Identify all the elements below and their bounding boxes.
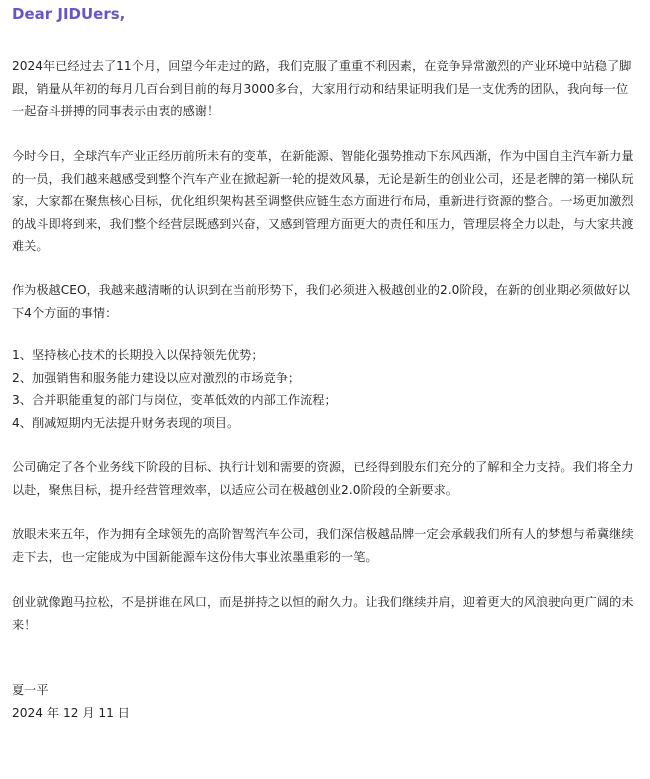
paragraph-ceo: 作为极越CEO，我越来越清晰的认识到在当前形势下，我们必须进入极越创业的2.0阶段，在新的创业期必须做好以下4个方面的事情：: [12, 283, 630, 320]
paragraph-marathon: 创业就像跑马拉松，不是拼谁在风口，而是拼持之以恒的耐久力。让我们继续并肩，迎着更大的风浪驶向更广阔的未来！: [12, 595, 634, 632]
list-item: 4、削减短期内无法提升财务表现的项目。: [12, 415, 240, 430]
paragraph-future: 放眼未来五年，作为拥有全球领先的高阶智驾汽车公司，我们深信极越品牌一定会承载我们所有人的梦想与希冀继续走下去，也一定能成为中国新能源车这份伟大事业浓墨重彩的一笔。: [12, 527, 634, 564]
signature-name: 夏一平: [12, 683, 49, 697]
letter-greeting: Dear JIDUers,: [12, 5, 126, 23]
list-item: 1、坚持核心技术的长期投入以保持领先优势；: [12, 348, 264, 362]
paragraph-goals: 公司确定了各个业务线下阶段的目标、执行计划和需要的资源，已经得到股东们充分的了解和全力支持。我们将全力以赴，聚焦目标，提升经营管理效率，以适应公司在极越创业2.0阶段的全新要求。: [12, 460, 634, 497]
list-item: 3、合并职能重复的部门与岗位，变革低效的内部工作流程；: [12, 393, 337, 407]
list-item: 2、加强销售和服务能力建设以应对激烈的市场竞争；: [12, 370, 301, 385]
paragraph-industry: 今时今日，全球汽车产业正经历前所未有的变革，在新能源、智能化强势推动下东风西渐，作为中国自主汽车新力量的一员，我们越来越感受到整个汽车产业在掀起新一轮的提效风暴，无论是新生的创业公司，还是老牌的第一梯队玩家，大家都在聚焦核心目标，优化组织架构甚至调整供应链生态方面进行布局，重新进行资源的整合。一场更加激烈的战斗即将到来，我们整个经营层既感到兴奋，又感到管理方面更大的责任和压力，管理层将全力以赴，与大家共渡难关。: [12, 149, 634, 253]
signature-date: 2024 年 12 月 11 日: [12, 706, 130, 720]
paragraph-intro: 2024年已经过去了11个月，回望今年走过的路，我们克服了重重不利因素，在竞争异常激烈的产业环境中站稳了脚跟，销量从年初的每月几百台到目前的每月3000多台，大家用行动和结果证明我们是一支优秀的团队，我向每一位一起奋斗拼搏的同事表示由衷的感谢！: [12, 59, 632, 118]
priority-list: [12, 344, 634, 434]
